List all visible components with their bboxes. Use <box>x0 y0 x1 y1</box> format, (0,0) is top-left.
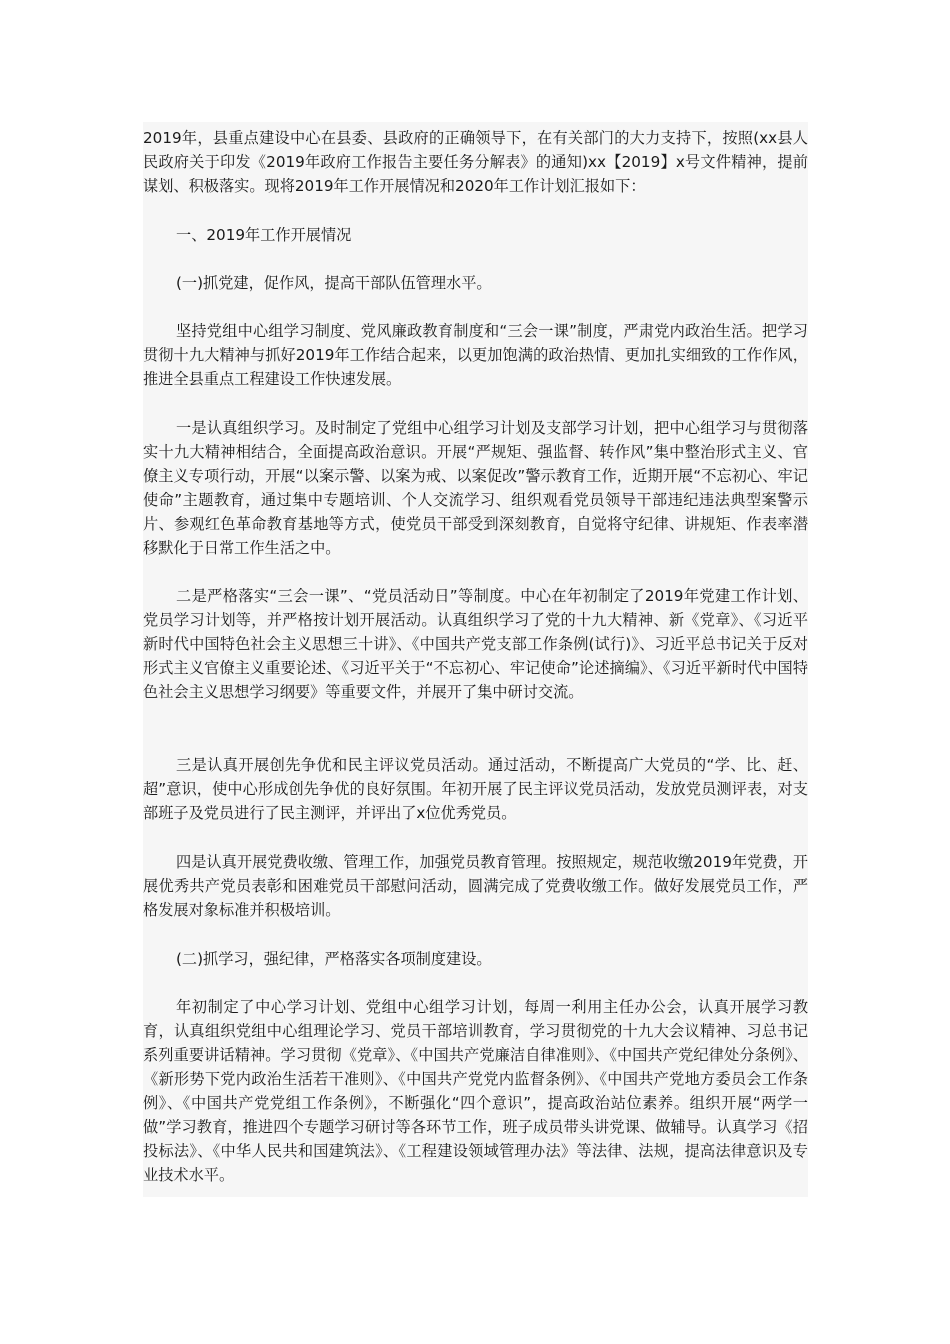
subsection-heading-1: (一)抓党建，促作风，提高干部队伍管理水平。 <box>176 274 492 292</box>
body-paragraph: 四是认真开展党费收缴、管理工作，加强党员教育管理。按照规定，规范收缴2019年党费，开展优秀共产党员表彰和困难党员干部慰问活动，圆满完成了党费收缴工作。做好发展党员工作，严格发展对象标准并积极培训。 <box>143 853 808 919</box>
intro-paragraph: 2019年，县重点建设中心在县委、县政府的正确领导下，在有关部门的大力支持下，按照(xx县人民政府关于印发《2019年政府工作报告主要任务分解表》的通知)xx【2019】x号文件精神，提前谋划、积极落实。现将2019年工作开展情况和2020年工作计划汇报如下： <box>143 129 808 195</box>
body-paragraph: 坚持党组中心组学习制度、党风廉政教育制度和“三会一课”制度，严肃党内政治生活。把学习贯彻十九大精神与抓好2019年工作结合起来，以更加饱满的政治热情、更加扎实细致的工作作风，推进全县重点工程建设工作快速发展。 <box>143 322 808 388</box>
body-paragraph: 二是严格落实“三会一课”、“党员活动日”等制度。中心在年初制定了2019年党建工作计划、党员学习计划等，并严格按计划开展活动。认真组织学习了党的十九大精神、新《党章》、《习近平新时代中国特色社会主义思想三十讲》、《中国共产党支部工作条例(试行)》、习近平总书记关于反对形式主义官僚主义重要论述、《习近平关于“不忘初心、牢记使命”论述摘编》、《习近平新时代中国特色社会主义思想学习纲要》等重要文件，并展开了集中研讨交流。 <box>143 587 808 701</box>
section-heading-1: 一、2019年工作开展情况 <box>176 226 352 244</box>
body-paragraph: 一是认真组织学习。及时制定了党组中心组学习计划及支部学习计划，把中心组学习与贯彻落实十九大精神相结合，全面提高政治意识。开展“严规矩、强监督、转作风”集中整治形式主义、官僚主义专项行动，开展“以案示警、以案为戒、以案促改”警示教育工作，近期开展“不忘初心、牢记使命”主题教育，通过集中专题培训、个人交流学习、组织观看党员领导干部违纪违法典型案警示片、参观红色革命教育基地等方式，使党员干部受到深刻教育，自觉将守纪律、讲规矩、作表率潜移默化于日常工作生活之中。 <box>143 419 808 557</box>
body-paragraph: 年初制定了中心学习计划、党组中心组学习计划，每周一利用主任办公会，认真开展学习教育，认真组织党组中心组理论学习、党员干部培训教育，学习贯彻党的十九大会议精神、习总书记系列重要讲话精神。学习贯彻《党章》、《中国共产党廉洁自律准则》、《中国共产党纪律处分条例》、《新形势下党内政治生活若干准则》、《中国共产党党内监督条例》、《中国共产党地方委员会工作条例》、《中国共产党党组工作条例》，不断强化“四个意识”，提高政治站位素养。组织开展“两学一做”学习教育，推进四个专题学习研讨等各环节工作，班子成员带头讲党课、做辅导。认真学习《招投标法》、《中华人民共和国建筑法》、《工程建设领域管理办法》等法律、法规，提高法律意识及专业技术水平。 <box>143 998 808 1184</box>
body-paragraph: 三是认真开展创先争优和民主评议党员活动。通过活动，不断提高广大党员的“学、比、赶、超”意识，使中心形成创先争优的良好氛围。年初开展了民主评议党员活动，发放党员测评表，对支部班子及党员进行了民主测评，并评出了x位优秀党员。 <box>143 756 808 822</box>
subsection-heading-2: (二)抓学习，强纪律，严格落实各项制度建设。 <box>176 950 492 968</box>
document-body <box>143 122 808 1197</box>
